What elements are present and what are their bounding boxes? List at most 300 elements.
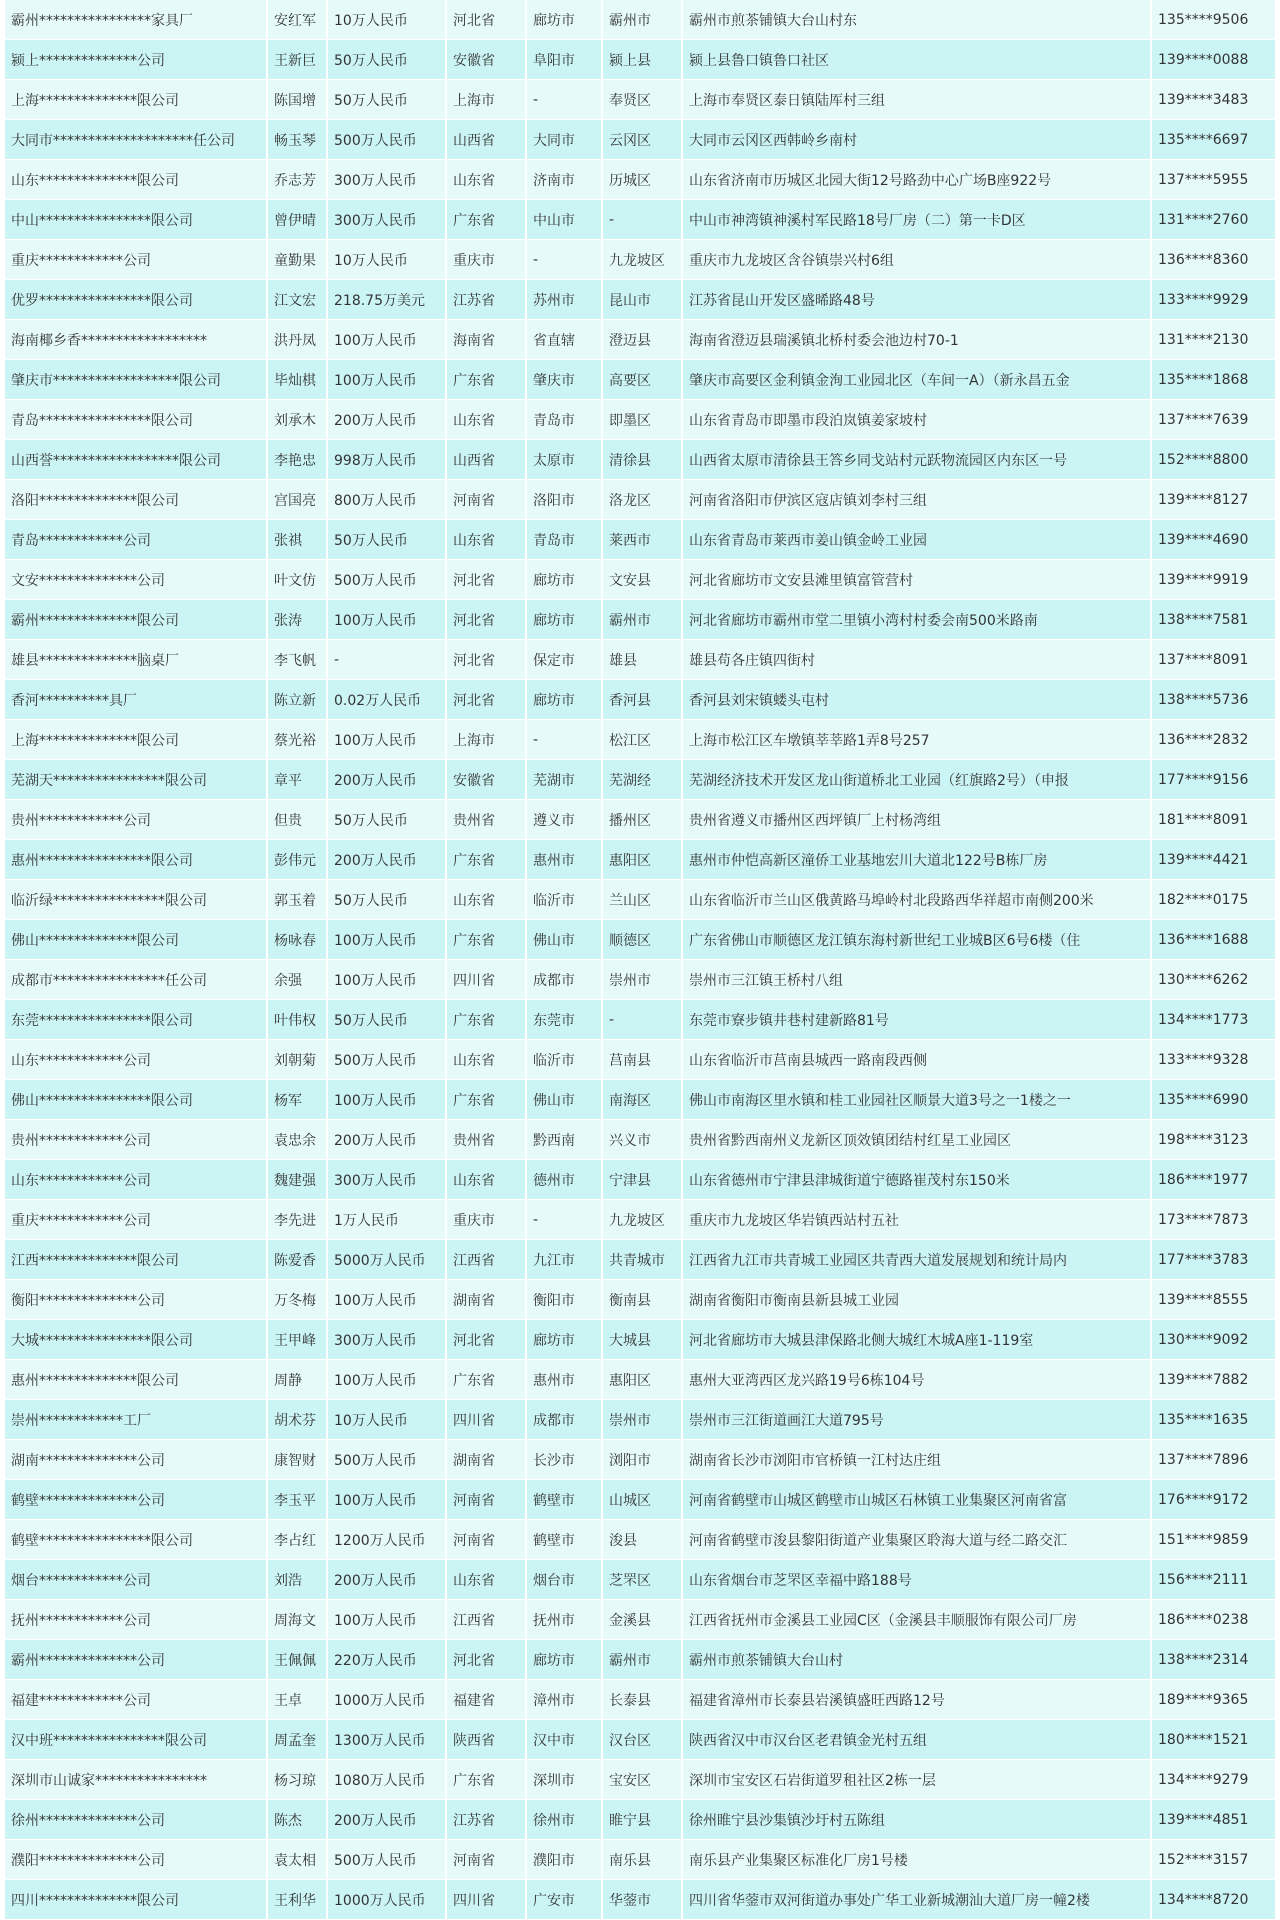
district-cell: 山城区 [602,1480,682,1520]
person-cell: 王利华 [267,1880,327,1920]
district-cell: 崇州市 [602,960,682,1000]
phone-cell: 186****0238 [1151,1600,1275,1640]
capital-cell: 1080万人民币 [327,1760,446,1800]
province-cell: 陕西省 [446,1720,526,1760]
city-cell: 佛山市 [526,920,602,960]
table-row [5,1360,1275,1400]
district-cell: 即墨区 [602,400,682,440]
address-cell: 中山市神湾镇神溪村军民路18号厂房（二）第一卡D区 [682,200,1151,240]
address-cell: 肇庆市高要区金利镇金洵工业园北区（车间一A）（新永昌五金 [682,360,1151,400]
province-cell: 山东省 [446,880,526,920]
province-cell: 贵州省 [446,800,526,840]
province-cell: 安徽省 [446,760,526,800]
phone-cell: 138****7581 [1151,600,1275,640]
province-cell: 广东省 [446,1760,526,1800]
district-cell: 播州区 [602,800,682,840]
province-cell: 江苏省 [446,280,526,320]
capital-cell: 200万人民币 [327,760,446,800]
company-cell: 上海**************限公司 [5,80,267,120]
company-cell: 惠州****************限公司 [5,840,267,880]
company-cell: 肇庆市******************限公司 [5,360,267,400]
capital-cell: 100万人民币 [327,920,446,960]
table-row [5,1520,1275,1560]
person-cell: 周海文 [267,1600,327,1640]
phone-cell: 138****5736 [1151,680,1275,720]
company-cell: 山东************公司 [5,1160,267,1200]
province-cell: 江苏省 [446,1800,526,1840]
company-cell: 洛阳**************限公司 [5,480,267,520]
phone-cell: 136****1688 [1151,920,1275,960]
table-row [5,1200,1275,1240]
province-cell: 河南省 [446,1480,526,1520]
province-cell: 河南省 [446,1840,526,1880]
company-cell: 江西**************限公司 [5,1240,267,1280]
capital-cell: 1000万人民币 [327,1880,446,1920]
city-cell: 太原市 [526,440,602,480]
district-cell: 华蓥市 [602,1880,682,1920]
person-cell: 蔡光裕 [267,720,327,760]
phone-cell: 139****4421 [1151,840,1275,880]
address-cell: 江苏省昆山开发区盛晞路48号 [682,280,1151,320]
phone-cell: 136****8360 [1151,240,1275,280]
province-cell: 上海市 [446,720,526,760]
province-cell: 河北省 [446,560,526,600]
person-cell: 陈杰 [267,1800,327,1840]
city-cell: 临沂市 [526,1040,602,1080]
person-cell: 王新巨 [267,40,327,80]
company-cell: 大城****************限公司 [5,1320,267,1360]
district-cell: 文安县 [602,560,682,600]
company-cell: 鹤壁****************限公司 [5,1520,267,1560]
address-cell: 上海市松江区车墩镇莘莘路1弄8号257 [682,720,1151,760]
phone-cell: 133****9929 [1151,280,1275,320]
table-row [5,560,1275,600]
city-cell: 佛山市 [526,1080,602,1120]
address-cell: 香河县刘宋镇蝼头屯村 [682,680,1151,720]
table-row [5,400,1275,440]
table-row [5,1240,1275,1280]
capital-cell: 500万人民币 [327,1840,446,1880]
city-cell: 芜湖市 [526,760,602,800]
capital-cell: 300万人民币 [327,1160,446,1200]
address-cell: 重庆市九龙坡区华岩镇西站村五社 [682,1200,1151,1240]
capital-cell: 100万人民币 [327,960,446,1000]
city-cell: 鹤壁市 [526,1520,602,1560]
phone-cell: 198****3123 [1151,1120,1275,1160]
person-cell: 江文宏 [267,280,327,320]
address-cell: 霸州市煎茶铺镇大台山村 [682,1640,1151,1680]
table-row [5,240,1275,280]
capital-cell: 50万人民币 [327,40,446,80]
person-cell: 张祺 [267,520,327,560]
phone-cell: 189****9365 [1151,1680,1275,1720]
phone-cell: 131****2760 [1151,200,1275,240]
phone-cell: 152****3157 [1151,1840,1275,1880]
company-cell: 湖南**************公司 [5,1440,267,1480]
capital-cell: 500万人民币 [327,560,446,600]
district-cell: 大城县 [602,1320,682,1360]
district-cell: 汉台区 [602,1720,682,1760]
province-cell: 海南省 [446,320,526,360]
phone-cell: 134****8720 [1151,1880,1275,1920]
table-row [5,1760,1275,1800]
person-cell: 周孟奎 [267,1720,327,1760]
table-row [5,1040,1275,1080]
province-cell: 上海市 [446,80,526,120]
province-cell: 福建省 [446,1680,526,1720]
address-cell: 东莞市寮步镇井巷村建新路81号 [682,1000,1151,1040]
district-cell: 南海区 [602,1080,682,1120]
district-cell: 雄县 [602,640,682,680]
address-cell: 河南省洛阳市伊滨区寇店镇刘李村三组 [682,480,1151,520]
company-cell: 上海**************限公司 [5,720,267,760]
table-row [5,1680,1275,1720]
table-row [5,1280,1275,1320]
person-cell: 章平 [267,760,327,800]
province-cell: 河北省 [446,600,526,640]
city-cell: 阜阳市 [526,40,602,80]
person-cell: 魏建强 [267,1160,327,1200]
table-row [5,600,1275,640]
person-cell: 张涛 [267,600,327,640]
city-cell: 成都市 [526,1400,602,1440]
province-cell: 河北省 [446,680,526,720]
city-cell: 廊坊市 [526,680,602,720]
city-cell: 德州市 [526,1160,602,1200]
province-cell: 广东省 [446,200,526,240]
person-cell: 刘浩 [267,1560,327,1600]
phone-cell: 176****9172 [1151,1480,1275,1520]
province-cell: 江西省 [446,1600,526,1640]
province-cell: 贵州省 [446,1120,526,1160]
district-cell: 历城区 [602,160,682,200]
company-cell: 抚州************公司 [5,1600,267,1640]
district-cell: 奉贤区 [602,80,682,120]
company-cell: 汉中班****************限公司 [5,1720,267,1760]
province-cell: 四川省 [446,960,526,1000]
person-cell: 童勤果 [267,240,327,280]
phone-cell: 152****8800 [1151,440,1275,480]
person-cell: 李先进 [267,1200,327,1240]
district-cell: 云冈区 [602,120,682,160]
table-row [5,80,1275,120]
province-cell: 重庆市 [446,240,526,280]
city-cell: 惠州市 [526,1360,602,1400]
address-cell: 徐州睢宁县沙集镇沙圩村五陈组 [682,1800,1151,1840]
person-cell: 乔志芳 [267,160,327,200]
table-row [5,1440,1275,1480]
address-cell: 广东省佛山市顺德区龙江镇东海村新世纪工业城B区6号6楼（住 [682,920,1151,960]
province-cell: 山东省 [446,1040,526,1080]
district-cell: 兰山区 [602,880,682,920]
table-row [5,160,1275,200]
person-cell: 李占红 [267,1520,327,1560]
phone-cell: 134****1773 [1151,1000,1275,1040]
phone-cell: 137****7896 [1151,1440,1275,1480]
province-cell: 湖南省 [446,1440,526,1480]
province-cell: 重庆市 [446,1200,526,1240]
address-cell: 陕西省汉中市汉台区老君镇金光村五组 [682,1720,1151,1760]
district-cell: 长泰县 [602,1680,682,1720]
phone-cell: 136****2832 [1151,720,1275,760]
person-cell: 王甲峰 [267,1320,327,1360]
table-row [5,120,1275,160]
table-row [5,840,1275,880]
address-cell: 贵州省黔西南州义龙新区顶效镇团结村红星工业园区 [682,1120,1151,1160]
address-cell: 雄县苟各庄镇四街村 [682,640,1151,680]
table-row [5,1480,1275,1520]
capital-cell: 1300万人民币 [327,1720,446,1760]
address-cell: 河南省鹤壁市山城区鹤壁市山城区石林镇工业集聚区河南省富 [682,1480,1151,1520]
district-cell: 莱西市 [602,520,682,560]
capital-cell: 100万人民币 [327,1080,446,1120]
phone-cell: 139****7882 [1151,1360,1275,1400]
phone-cell: 151****9859 [1151,1520,1275,1560]
company-table [5,0,1275,1920]
address-cell: 四川省华蓥市双河街道办事处广华工业新城潮汕大道厂房一幢2楼 [682,1880,1151,1920]
district-cell: 霸州市 [602,600,682,640]
table-row [5,440,1275,480]
company-cell: 海南椰乡香****************** [5,320,267,360]
address-cell: 江西省九江市共青城工业园区共青西大道发展规划和统计局内 [682,1240,1151,1280]
capital-cell: 50万人民币 [327,1000,446,1040]
city-cell: 中山市 [526,200,602,240]
province-cell: 河北省 [446,1640,526,1680]
phone-cell: 133****9328 [1151,1040,1275,1080]
address-cell: 河北省廊坊市大城县津保路北侧大城红木城A座1-119室 [682,1320,1151,1360]
address-cell: 重庆市九龙坡区含谷镇崇兴村6组 [682,240,1151,280]
city-cell: 鹤壁市 [526,1480,602,1520]
person-cell: 宫国亮 [267,480,327,520]
address-cell: 山东省青岛市莱西市姜山镇金岭工业园 [682,520,1151,560]
city-cell: 苏州市 [526,280,602,320]
capital-cell: 218.75万美元 [327,280,446,320]
city-cell: 长沙市 [526,1440,602,1480]
city-cell: 青岛市 [526,520,602,560]
district-cell: 芝罘区 [602,1560,682,1600]
phone-cell: 180****1521 [1151,1720,1275,1760]
table-row [5,1880,1275,1920]
phone-cell: 139****4690 [1151,520,1275,560]
capital-cell: 220万人民币 [327,1640,446,1680]
district-cell: 霸州市 [602,1640,682,1680]
city-cell: 保定市 [526,640,602,680]
table-row [5,1160,1275,1200]
province-cell: 河北省 [446,640,526,680]
capital-cell: 500万人民币 [327,120,446,160]
person-cell: 胡术芬 [267,1400,327,1440]
company-cell: 深圳市山诚家**************** [5,1760,267,1800]
table-row [5,520,1275,560]
phone-cell: 139****0088 [1151,40,1275,80]
district-cell: 澄迈县 [602,320,682,360]
city-cell: - [526,240,602,280]
district-cell: 南乐县 [602,1840,682,1880]
city-cell: 济南市 [526,160,602,200]
person-cell: 余强 [267,960,327,1000]
capital-cell: 50万人民币 [327,520,446,560]
table-row [5,720,1275,760]
capital-cell: 1000万人民币 [327,1680,446,1720]
district-cell: - [602,1000,682,1040]
district-cell: 清徐县 [602,440,682,480]
address-cell: 佛山市南海区里水镇和桂工业园社区顺景大道3号之一1楼之一 [682,1080,1151,1120]
company-cell: 四川**************限公司 [5,1880,267,1920]
table-row [5,1840,1275,1880]
city-cell: 黔西南 [526,1120,602,1160]
company-cell: 鹤壁**************公司 [5,1480,267,1520]
company-cell: 佛山**************限公司 [5,920,267,960]
person-cell: 康智财 [267,1440,327,1480]
phone-cell: 181****8091 [1151,800,1275,840]
phone-cell: 135****1635 [1151,1400,1275,1440]
capital-cell: 1万人民币 [327,1200,446,1240]
person-cell: 叶文仿 [267,560,327,600]
company-cell: 中山****************限公司 [5,200,267,240]
phone-cell: 137****8091 [1151,640,1275,680]
city-cell: 汉中市 [526,1720,602,1760]
province-cell: 山东省 [446,1160,526,1200]
company-cell: 文安**************公司 [5,560,267,600]
district-cell: 香河县 [602,680,682,720]
district-cell: 惠阳区 [602,840,682,880]
address-cell: 海南省澄迈县瑞溪镇北桥村委会池边村70-1 [682,320,1151,360]
capital-cell: - [327,640,446,680]
district-cell: 兴义市 [602,1120,682,1160]
district-cell: 睢宁县 [602,1800,682,1840]
province-cell: 山东省 [446,160,526,200]
capital-cell: 100万人民币 [327,1360,446,1400]
person-cell: 刘朝菊 [267,1040,327,1080]
phone-cell: 130****9092 [1151,1320,1275,1360]
table-row [5,880,1275,920]
person-cell: 郭玉着 [267,880,327,920]
table-row [5,960,1275,1000]
capital-cell: 100万人民币 [327,720,446,760]
table-row [5,680,1275,720]
person-cell: 周静 [267,1360,327,1400]
address-cell: 山东省青岛市即墨市段泊岚镇姜家坡村 [682,400,1151,440]
capital-cell: 10万人民币 [327,0,446,40]
district-cell: 惠阳区 [602,1360,682,1400]
capital-cell: 998万人民币 [327,440,446,480]
table-row [5,280,1275,320]
table-row [5,1120,1275,1160]
address-cell: 芜湖经济技术开发区龙山街道桥北工业园（红旗路2号）（申报 [682,760,1151,800]
province-cell: 河南省 [446,480,526,520]
capital-cell: 5000万人民币 [327,1240,446,1280]
person-cell: 李玉平 [267,1480,327,1520]
table-row [5,800,1275,840]
capital-cell: 200万人民币 [327,400,446,440]
phone-cell: 173****7873 [1151,1200,1275,1240]
address-cell: 南乐县产业集聚区标准化厂房1号楼 [682,1840,1151,1880]
table-row [5,920,1275,960]
person-cell: 袁忠余 [267,1120,327,1160]
person-cell: 毕灿棋 [267,360,327,400]
company-cell: 成都市****************任公司 [5,960,267,1000]
city-cell: 成都市 [526,960,602,1000]
person-cell: 杨咏春 [267,920,327,960]
city-cell: 抚州市 [526,1600,602,1640]
province-cell: 江西省 [446,1240,526,1280]
company-cell: 贵州************公司 [5,1120,267,1160]
phone-cell: 186****1977 [1151,1160,1275,1200]
table-body [5,0,1275,1920]
person-cell: 王佩佩 [267,1640,327,1680]
address-cell: 河北省廊坊市文安县滩里镇富管营村 [682,560,1151,600]
company-cell: 烟台************公司 [5,1560,267,1600]
capital-cell: 100万人民币 [327,1280,446,1320]
table-row [5,1000,1275,1040]
person-cell: 曾伊晴 [267,200,327,240]
company-cell: 芜湖天****************限公司 [5,760,267,800]
table-row [5,760,1275,800]
capital-cell: 100万人民币 [327,1600,446,1640]
company-cell: 崇州************工厂 [5,1400,267,1440]
capital-cell: 800万人民币 [327,480,446,520]
phone-cell: 135****1868 [1151,360,1275,400]
address-cell: 湖南省长沙市浏阳市官桥镇一江村达庄组 [682,1440,1151,1480]
capital-cell: 0.02万人民币 [327,680,446,720]
city-cell: 临沂市 [526,880,602,920]
district-cell: 高要区 [602,360,682,400]
address-cell: 山东省济南市历城区北园大街12号路劲中心广场B座922号 [682,160,1151,200]
address-cell: 河北省廊坊市霸州市堂二里镇小湾村村委会南500米路南 [682,600,1151,640]
phone-cell: 135****6990 [1151,1080,1275,1120]
company-cell: 贵州************公司 [5,800,267,840]
capital-cell: 50万人民币 [327,80,446,120]
district-cell: 松江区 [602,720,682,760]
city-cell: 濮阳市 [526,1840,602,1880]
capital-cell: 1200万人民币 [327,1520,446,1560]
person-cell: 杨军 [267,1080,327,1120]
city-cell: 廊坊市 [526,1320,602,1360]
province-cell: 广东省 [446,1080,526,1120]
district-cell: 九龙坡区 [602,1200,682,1240]
table-row [5,1560,1275,1600]
address-cell: 山东省烟台市芝罘区幸福中路188号 [682,1560,1151,1600]
address-cell: 崇州市三江街道画江大道795号 [682,1400,1151,1440]
capital-cell: 100万人民币 [327,600,446,640]
address-cell: 贵州省遵义市播州区西坪镇厂上村杨湾组 [682,800,1151,840]
company-cell: 东莞****************限公司 [5,1000,267,1040]
address-cell: 上海市奉贤区泰日镇陆厍村三组 [682,80,1151,120]
city-cell: - [526,720,602,760]
province-cell: 山东省 [446,1560,526,1600]
phone-cell: 182****0175 [1151,880,1275,920]
company-cell: 山东************公司 [5,1040,267,1080]
province-cell: 四川省 [446,1400,526,1440]
person-cell: 袁太相 [267,1840,327,1880]
address-cell: 大同市云冈区西韩岭乡南村 [682,120,1151,160]
phone-cell: 135****9506 [1151,0,1275,40]
capital-cell: 50万人民币 [327,800,446,840]
city-cell: 廊坊市 [526,0,602,40]
address-cell: 山东省德州市宁津县津城街道宁德路崔茂村东150米 [682,1160,1151,1200]
phone-cell: 177****3783 [1151,1240,1275,1280]
address-cell: 惠州市仲恺高新区潼侨工业基地宏川大道北122号B栋厂房 [682,840,1151,880]
city-cell: 廊坊市 [526,1640,602,1680]
person-cell: 陈国增 [267,80,327,120]
company-cell: 霸州****************家具厂 [5,0,267,40]
city-cell: 烟台市 [526,1560,602,1600]
table-row [5,1800,1275,1840]
table-row [5,480,1275,520]
city-cell: 漳州市 [526,1680,602,1720]
city-cell: - [526,80,602,120]
city-cell: 衡阳市 [526,1280,602,1320]
